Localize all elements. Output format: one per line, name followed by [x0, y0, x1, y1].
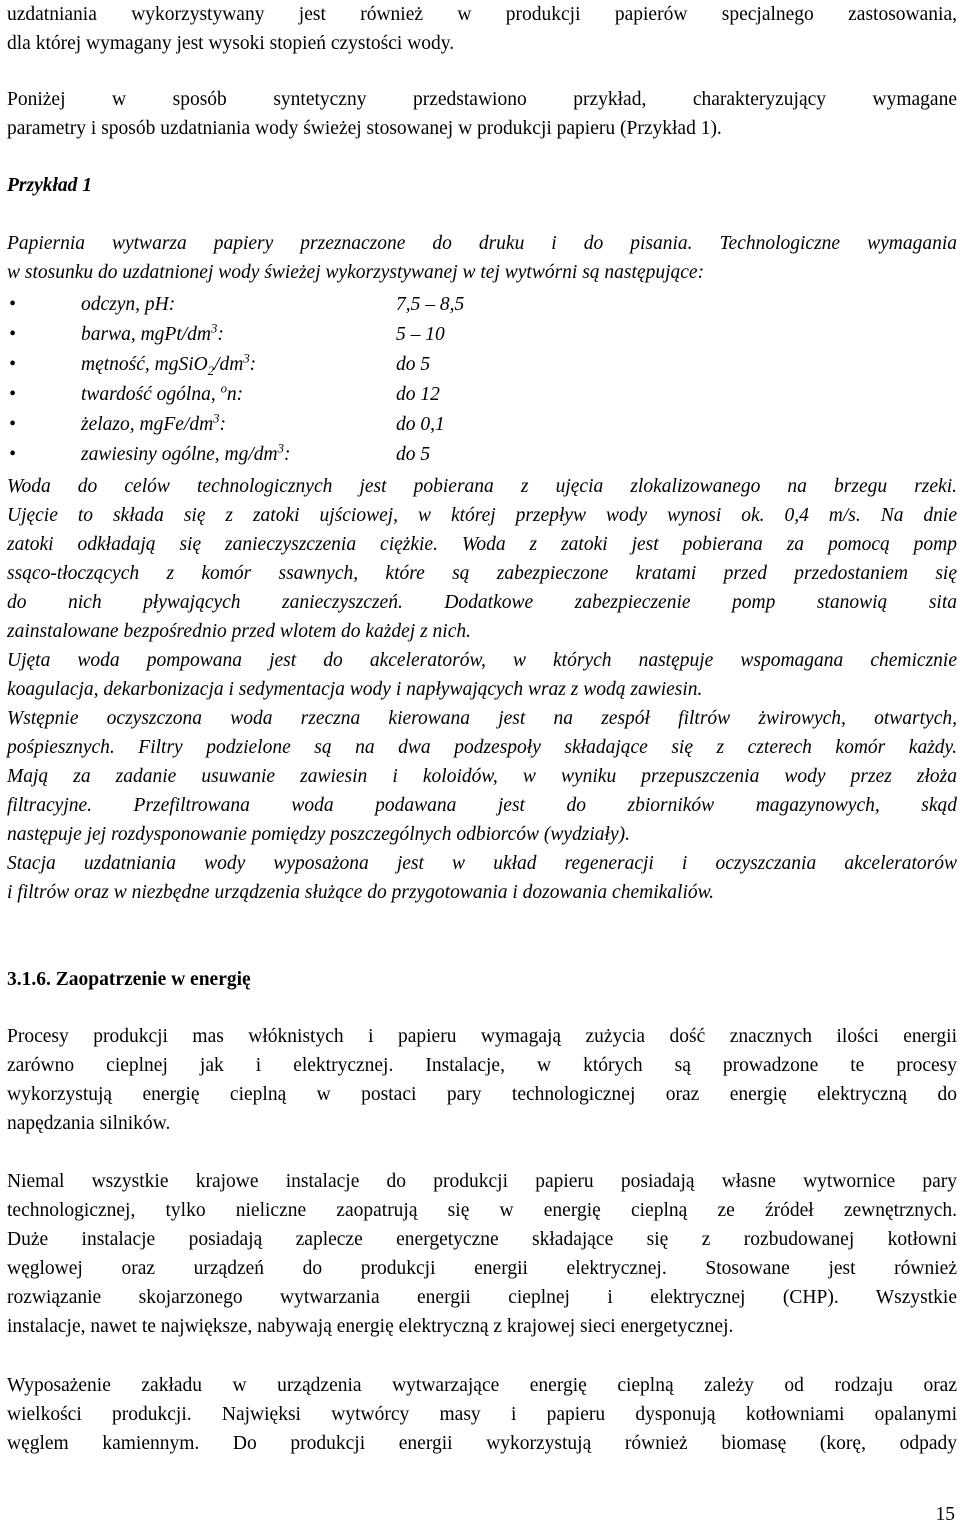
text-line: Niemal wszystkie krajowe instalacje do produkcji papieru posiadają własne wytwornice pary: [7, 1171, 957, 1192]
text-line: Mają za zadanie usuwanie zawiesin i koloidów, w wyniku przepuszczenia wody przez złoża: [7, 766, 957, 787]
parameter-value: do 5: [396, 354, 431, 375]
text-line: w stosunku do uzdatnionej wody świeżej wykorzystywanej w tej wytwórni są następujące:: [7, 262, 705, 283]
parameter-value: do 12: [396, 384, 440, 405]
text-line: Duże instalacje posiadają zaplecze energetyczne składające się z rozbudowanej kotłowni: [7, 1229, 957, 1250]
page-number: 15: [935, 1504, 955, 1525]
parameter-label: żelazo, mgFe/$dm^3$:: [81, 411, 226, 435]
text-line: instalacje, nawet te największe, nabywają energię elektryczną z krajowej sieci energetycznej.: [7, 1316, 734, 1337]
example-heading: Przykład 1: [7, 175, 93, 196]
text-line: Ujęta woda pompowana jest do akceleratorów, w których następuje wspomagana chemicznie: [7, 650, 957, 671]
text-line: zarówno cieplnej jak i elektrycznej. Instalacje, w których są prowadzone te procesy: [7, 1055, 957, 1076]
parameter-value: do 0,1: [396, 414, 445, 435]
parameter-item: [7, 350, 957, 380]
text-line: następuje jej rozdysponowanie pomiędzy poszczególnych odbiorców (wydziały).: [7, 824, 631, 845]
paragraph-energy-3: [7, 1371, 957, 1458]
text-line: uzdatniania wykorzystywany jest również w produkcji papierów specjalnego zastosowania,: [7, 4, 957, 25]
text-line: Papiernia wytwarza papiery przeznaczone do druku i do pisania. Technologiczne wymagania: [7, 233, 957, 254]
text-line: zainstalowane bezpośrednio przed wlotem do każdej z nich.: [7, 621, 472, 642]
text-line: Procesy produkcji mas włóknistych i papieru wymagają zużycia dość znacznych ilości energii: [7, 1026, 957, 1047]
parameter-item: [7, 440, 957, 470]
text-line: ssąco-tłoczących z komór ssawnych, które są zabezpieczone kratami przed przedostaniem się: [7, 563, 957, 584]
parameter-label: barwa, mgPt/$dm^3$:: [81, 321, 224, 345]
bullet-icon: •: [9, 324, 16, 345]
parameter-item: [7, 290, 957, 320]
text-line: napędzania silników.: [7, 1113, 171, 1134]
parameter-item: [7, 410, 957, 440]
parameter-value: 7,5 – 8,5: [396, 294, 465, 315]
bullet-icon: •: [9, 414, 16, 435]
text-line: technologicznej, tylko nieliczne zaopatrują się w energię cieplną ze źródeł zewnętrznych.: [7, 1200, 957, 1221]
text-line: parametry i sposób uzdatniania wody świeżej stosowanej w produkcji papieru (Przykład 1).: [7, 118, 722, 139]
text-line: Ujęcie to składa się z zatoki ujściowej, w której przepływ wody wynosi ok. 0,4 m/s. Na dnie: [7, 505, 957, 526]
text-line: do nich pływających zanieczyszczeń. Dodatkowe zabezpieczenie pomp stanowią sita: [7, 592, 957, 613]
water-parameters-list: [7, 290, 957, 470]
text-line: pośpiesznych. Filtry podzielone są na dwa podzespoły składające się z czterech komór każdy.: [7, 737, 957, 758]
text-line: Wstępnie oczyszczona woda rzeczna kierowana jest na zespół filtrów żwirowych, otwartych,: [7, 708, 957, 729]
text-line: Stacja uzdatniania wody wyposażona jest w układ regeneracji i oczyszczania akceleratorów: [7, 853, 957, 874]
text-line: Poniżej w sposób syntetyczny przedstawiono przykład, charakteryzujący wymagane: [7, 89, 957, 110]
paragraph-intro-continuation: [7, 0, 957, 58]
text-line: Wyposażenie zakładu w urządzenia wytwarzające energię cieplną zależy od rodzaju oraz: [7, 1375, 957, 1396]
parameter-label: odczyn, pH:: [81, 294, 176, 315]
text-line: wielkości produkcji. Najwięksi wytwórcy masy i papieru dysponują kotłowniami opalanymi: [7, 1404, 957, 1425]
parameter-label: mętność, $mgSiO_2/dm^3$:: [81, 351, 257, 378]
bullet-icon: •: [9, 294, 16, 315]
text-line: wykorzystują energię cieplną w postaci pary technologicznej oraz energię elektryczną do: [7, 1084, 957, 1105]
text-line: Woda do celów technologicznych jest pobierana z ujęcia zlokalizowanego na brzegu rzeki.: [7, 476, 957, 497]
text-line: koagulacja, dekarbonizacja i sedymentacja wody i napływających wraz z wodą zawiesin.: [7, 679, 703, 700]
paragraph-intro-example: [7, 85, 957, 143]
text-line: filtracyjne. Przefiltrowana woda podawana jest do zbiorników magazynowych, skąd: [7, 795, 957, 816]
example-intro: [7, 229, 957, 287]
bullet-icon: •: [9, 354, 16, 375]
parameter-item: [7, 380, 957, 410]
bullet-icon: •: [9, 384, 16, 405]
parameter-label: zawiesiny ogólne, $mg/dm^3$:: [81, 441, 291, 465]
example-description: [7, 472, 957, 907]
text-line: i filtrów oraz w niezbędne urządzenia służące do przygotowania i dozowania chemikaliów.: [7, 882, 715, 903]
paragraph-energy-1: [7, 1022, 957, 1138]
text-line: zatoki odkładają się zanieczyszczenia ciężkie. Woda z zatoki jest pobierana za pomocą pomp: [7, 534, 957, 555]
text-line: dla której wymagany jest wysoki stopień czystości wody.: [7, 33, 455, 54]
text-line: węglem kamiennym. Do produkcji energii wykorzystują również biomasę (korę, odpady: [7, 1433, 957, 1454]
section-title: 3.1.6. Zaopatrzenie w energię: [7, 969, 251, 990]
text-line: rozwiązanie skojarzonego wytwarzania energii cieplnej i elektrycznej (CHP). Wszystkie: [7, 1287, 957, 1308]
parameter-value: 5 – 10: [396, 324, 445, 345]
paragraph-energy-2: [7, 1167, 957, 1341]
parameter-label: twardość ogólna, $^o$n:: [81, 381, 244, 405]
parameter-value: do 5: [396, 444, 431, 465]
parameter-item: [7, 320, 957, 350]
text-line: węglowej oraz urządzeń do produkcji energii elektrycznej. Stosowane jest również: [7, 1258, 957, 1279]
bullet-icon: •: [9, 444, 16, 465]
